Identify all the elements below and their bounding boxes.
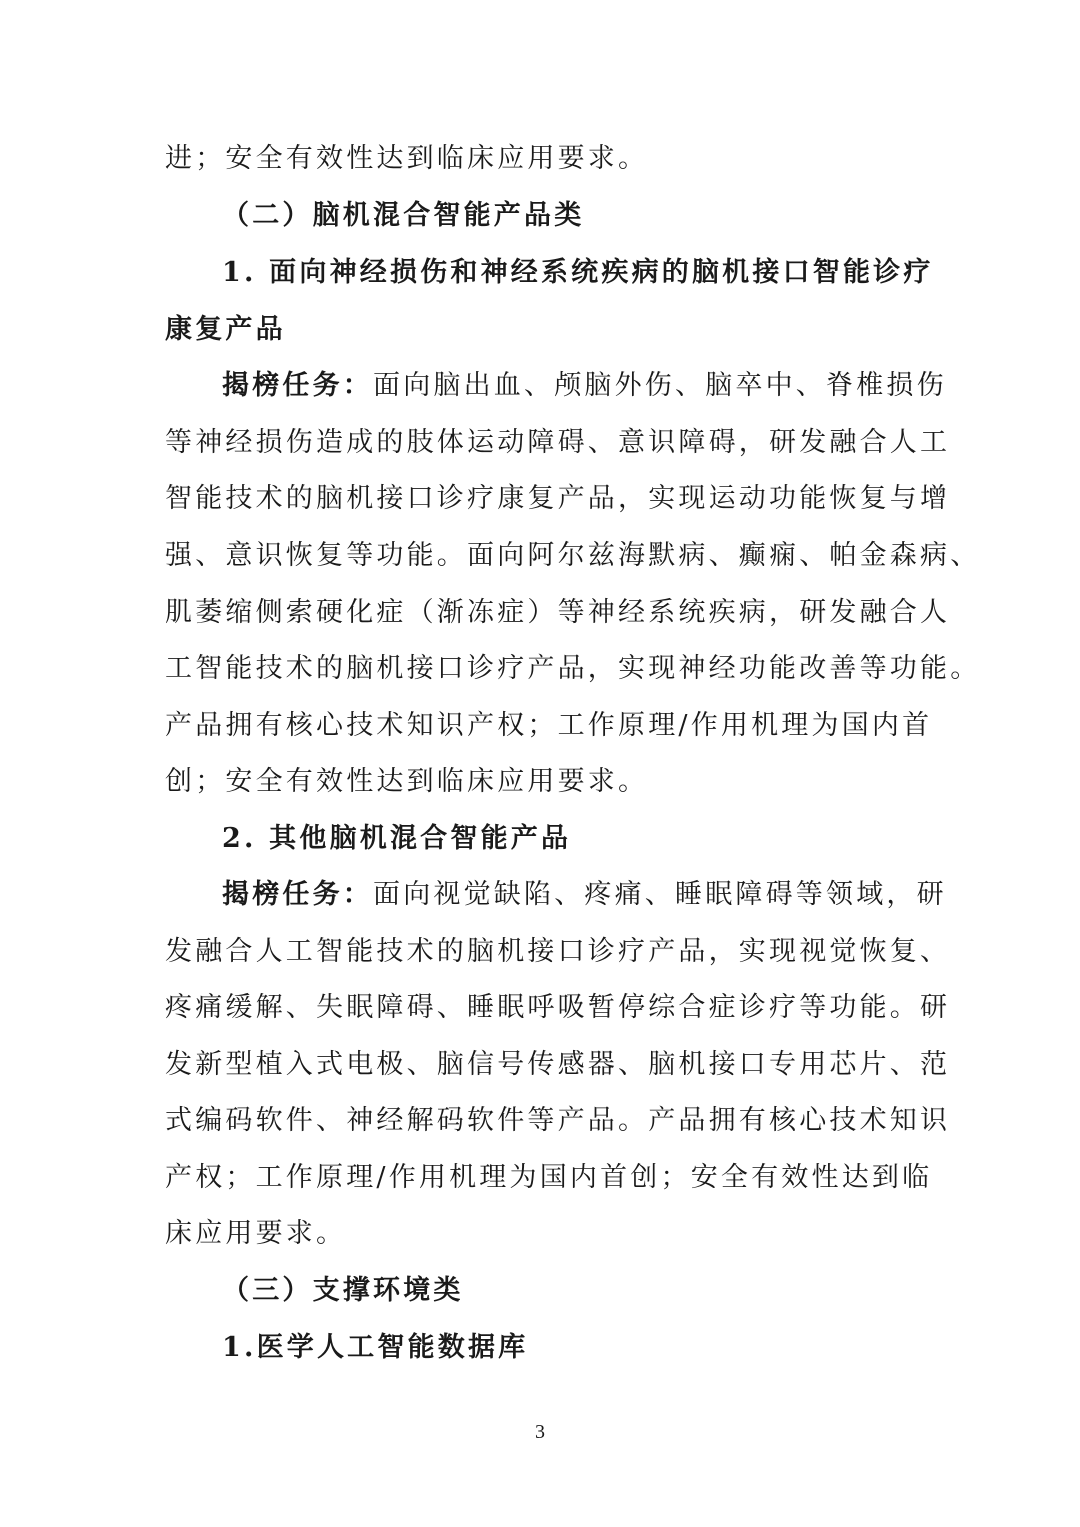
paragraph-line: 发新型植入式电极、脑信号传感器、脑机接口专用芯片、范 xyxy=(165,1049,951,1080)
subsection-heading-3-1: 1.医学人工智能数据库 xyxy=(222,1332,529,1363)
paragraph-line xyxy=(222,875,947,915)
paragraph-line: 进；安全有效性达到临床应用要求。 xyxy=(165,143,649,174)
paragraph-line: 等神经损伤造成的肢体运动障碍、意识障碍，研发融合人工 xyxy=(165,427,951,458)
paragraph-line xyxy=(222,366,947,406)
section-heading-2: （二）脑机混合智能产品类 xyxy=(222,200,585,231)
paragraph-line: 发融合人工智能技术的脑机接口诊疗产品，实现视觉恢复、 xyxy=(165,936,951,967)
paragraph-line: 疼痛缓解、失眠障碍、睡眠呼吸暂停综合症诊疗等功能。研 xyxy=(165,992,951,1023)
task-text: 面向视觉缺陷、疼痛、睡眠障碍等领域，研 xyxy=(373,879,947,910)
paragraph-line: 创；安全有效性达到临床应用要求。 xyxy=(165,766,649,797)
task-label: 揭榜任务： xyxy=(222,370,373,401)
subsection-heading-2-2: 2. 其他脑机混合智能产品 xyxy=(222,823,572,854)
page-number: 3 xyxy=(535,1421,545,1443)
task-text: 面向脑出血、颅脑外伤、脑卒中、脊椎损伤 xyxy=(373,370,947,401)
section-heading-3: （三）支撑环境类 xyxy=(222,1275,464,1306)
subsection-heading-2-1: 1. 面向神经损伤和神经系统疾病的脑机接口智能诊疗 xyxy=(222,257,934,288)
paragraph-line: 强、意识恢复等功能。面向阿尔兹海默病、癫痫、帕金森病、 xyxy=(165,540,981,571)
paragraph-line: 肌萎缩侧索硬化症（渐冻症）等神经系统疾病，研发融合人 xyxy=(165,597,951,628)
subsection-heading-2-1-cont: 康复产品 xyxy=(165,314,286,345)
paragraph-line: 产品拥有核心技术知识产权；工作原理/作用机理为国内首 xyxy=(165,710,933,741)
paragraph-line: 式编码软件、神经解码软件等产品。产品拥有核心技术知识 xyxy=(165,1105,951,1136)
paragraph-line: 工智能技术的脑机接口诊疗产品，实现神经功能改善等功能。 xyxy=(165,653,981,684)
paragraph-line: 产权；工作原理/作用机理为国内首创；安全有效性达到临 xyxy=(165,1162,933,1193)
task-label: 揭榜任务： xyxy=(222,879,373,910)
paragraph-line: 床应用要求。 xyxy=(165,1218,347,1249)
paragraph-line: 智能技术的脑机接口诊疗康复产品，实现运动功能恢复与增 xyxy=(165,483,951,514)
